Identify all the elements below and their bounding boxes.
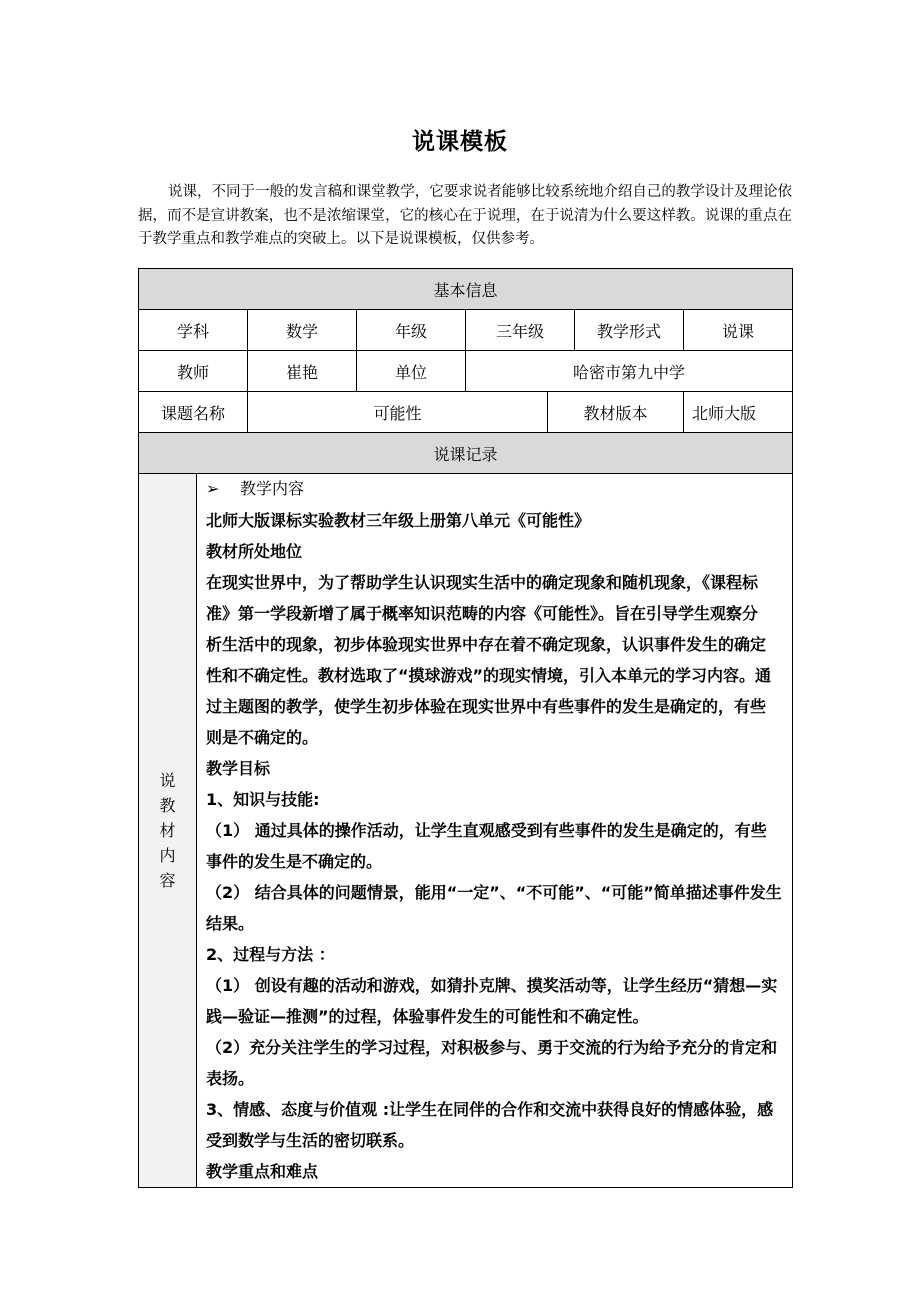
- subject-value: 数学: [248, 310, 357, 351]
- edition-label: 教材版本: [548, 392, 684, 433]
- arrow-bullet-icon: ➢: [206, 479, 220, 498]
- content-line: 1、知识与技能:: [206, 790, 320, 809]
- content-heading: ➢ 教学内容: [206, 477, 786, 501]
- topic-label: 课题名称: [139, 392, 248, 433]
- side-label-char: 教: [159, 796, 176, 815]
- teacher-label: 教师: [139, 351, 248, 392]
- side-label-char: 说: [159, 771, 176, 790]
- grade-value: 三年级: [466, 310, 575, 351]
- content-line: （1） 通过具体的操作活动，让学生直观感受到有些事件的发生是确定的，有些: [206, 821, 767, 840]
- side-label-char: 材: [159, 821, 176, 840]
- lesson-record-header: 说课记录: [139, 433, 793, 474]
- lesson-form-table: [138, 268, 793, 1188]
- content-line: （1） 创设有趣的活动和游戏，如猜扑克牌、摸奖活动等，让学生经历“猜想—实: [206, 976, 778, 995]
- side-label-char: 容: [159, 871, 176, 890]
- content-line: 表扬。: [206, 1069, 255, 1088]
- content-line: 3、情感、态度与价值观 :让学生在同伴的合作和交流中获得良好的情感体验，感: [206, 1100, 774, 1119]
- content-line: 则是不确定的。: [206, 728, 319, 747]
- content-line: （2） 结合具体的问题情景，能用“一定”、“不可能”、“可能”简单描述事件发生: [206, 883, 782, 902]
- content-line: 性和不确定性。教材选取了“摸球游戏”的现实情境，引入本单元的学习内容。通: [206, 666, 772, 685]
- side-label-char: 内: [159, 846, 176, 865]
- subject-label: 学科: [139, 310, 248, 351]
- content-line: 践—验证—推测”的过程，体验事件发生的可能性和不确定性。: [206, 1007, 649, 1026]
- content-line: 结果。: [206, 914, 255, 933]
- edition-value: 北师大版: [684, 392, 793, 433]
- content-line: 过主题图的教学，使学生初步体验在现实世界中有些事件的发生是确定的，有些: [206, 697, 767, 716]
- unit-value: 哈密市第九中学: [466, 351, 793, 392]
- teaching-form-value: 说课: [684, 310, 793, 351]
- teaching-form-label: 教学形式: [575, 310, 684, 351]
- teacher-value: 崔艳: [248, 351, 357, 392]
- content-line: 事件的发生是不确定的。: [206, 852, 383, 871]
- content-line: 教学重点和难点: [206, 1162, 319, 1181]
- content-line: 教材所处地位: [206, 542, 303, 561]
- content-line: 受到数学与生活的密切联系。: [206, 1131, 415, 1150]
- content-line: （2）充分关注学生的学习过程，对积极参与、勇于交流的行为给予充分的肯定和: [206, 1038, 778, 1057]
- section-side-label: [139, 474, 197, 1188]
- intro-paragraph: 说课，不同于一般的发言稿和课堂教学，它要求说者能够比较系统地介绍自己的教学设计及理论依据，而不是宣讲教案，也不是浓缩课堂，它的核心在于说理，在于说清为什么要这样教。说课的重点在于教学重点和教学难点的突破上。以下是说课模板，仅供参考。: [138, 184, 792, 247]
- content-line: 析生活中的现象，初步体验现实世界中存在着不确定现象，认识事件发生的确定: [206, 635, 767, 654]
- content-line: 准》第一学段新增了属于概率知识范畴的内容《可能性》。旨在引导学生观察分: [206, 604, 759, 623]
- unit-label: 单位: [357, 351, 466, 392]
- topic-value: 可能性: [248, 392, 548, 433]
- basic-info-header: 基本信息: [139, 269, 793, 310]
- content-line: 在现实世界中，为了帮助学生认识现实生活中的确定现象和随机现象，《课程标: [206, 573, 759, 592]
- content-line: 教学目标: [206, 759, 271, 778]
- lesson-content: [197, 474, 793, 1188]
- page-title: 说课模板: [412, 129, 508, 155]
- content-line: 北师大版课标实验教材三年级上册第八单元《可能性》: [206, 511, 591, 530]
- grade-label: 年级: [357, 310, 466, 351]
- content-line: 2、过程与方法 ：: [206, 945, 335, 964]
